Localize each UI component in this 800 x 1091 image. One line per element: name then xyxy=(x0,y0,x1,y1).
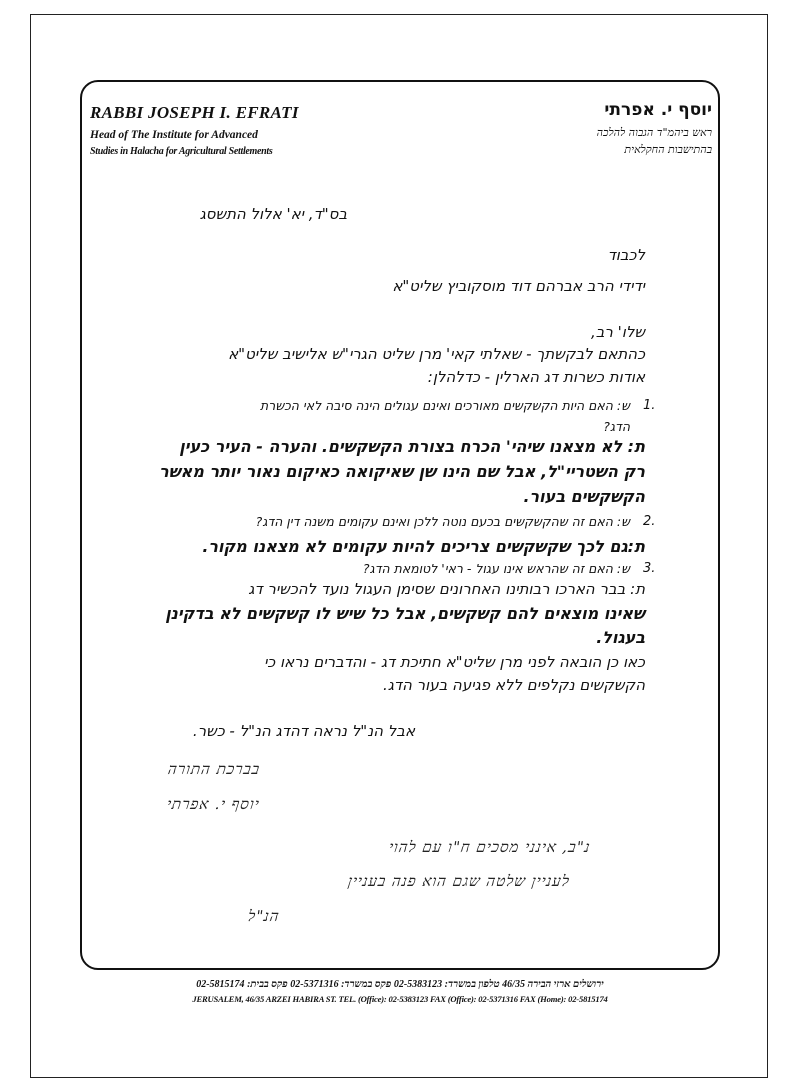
sender-title-en-2: Studies in Halacha for Agricultural Settlements xyxy=(90,146,273,157)
answer-1-line-1: ת: לא מצאנו שיהי' הכרח בצורת הקשקשים. והערה - העיר כעין xyxy=(179,437,645,456)
intro-line-2: אודות כשרות דג הארלין - כדלהלן: xyxy=(427,368,645,386)
conclusion-line: אבל הנ"ל נראה דהדג הנ"ל - כשר. xyxy=(192,722,415,740)
answer-3-line-2: שאינו מוצאים להם קשקשים, אבל כל שיש לו קשקשים לא בדקינן xyxy=(165,604,645,623)
signature-blessing: בברכת התורה xyxy=(166,760,262,778)
letter-date: בס"ד, יא' אלול התשסג xyxy=(199,205,347,223)
greeting: שלו' רב, xyxy=(590,323,645,341)
note-line-2: הקשקשים נקלפים ללא פגיעה בעור הדג. xyxy=(382,676,645,694)
recipient-salutation: לכבוד xyxy=(607,246,645,264)
answer-2-line: ת:גם לכך שקשקשים צריכים להיות עקומים לא מצאנו מקור. xyxy=(202,537,645,556)
sender-name-he: יוסף י. אפרתי xyxy=(604,100,712,120)
question-1-number: 1. xyxy=(643,398,656,413)
answer-1-line-2: רק השטריי"ל, אבל שם הינו שן שאיקואה כאיקום נאור יותר מאשר xyxy=(159,462,645,481)
signature-name: יוסף י. אפרתי xyxy=(166,795,262,813)
letterhead-english xyxy=(90,103,390,157)
answer-3-line-3: בעגול. xyxy=(596,628,645,647)
question-3-number: 3. xyxy=(643,561,656,576)
sender-name-en: RABBI JOSEPH I. EFRATI xyxy=(90,103,299,122)
sender-title-he-1: ראש ביהמ"ד הגבוה להלכה xyxy=(596,126,712,139)
footer-address-english: JERUSALEM, 46/35 ARZEI HABIRA ST. TEL. (Office): 02-5383123 FAX (Office): 02-5371316 FAX (Home): 02-5815174 xyxy=(192,994,608,1004)
recipient-name: ידידי הרב אברהם דוד מוסקוביץ שליט"א xyxy=(392,277,645,295)
postscript-initials: הנ"ל xyxy=(247,907,282,925)
sender-title-en-1: Head of The Institute for Advanced xyxy=(90,129,258,141)
note-line-1: כאו כן הובאה לפני מרן שליט"א חתיכת דג - והדברים נראו כי xyxy=(263,653,645,671)
question-1-line-1: ש: האם היות הקשקשים מאורכים ואינם עגולים הינה סיבה לאי הכשרת xyxy=(260,398,630,413)
answer-1-line-3: הקשקשים בעור. xyxy=(523,487,645,506)
footer-address-hebrew: ירושלים ארזי הבירה 46/35 טלפון במשרד: 02-5383123 פקס במשרד: 02-5371316 פקס בבית: 02-5815174 xyxy=(196,979,604,990)
postscript-line-2: לעניין שלטה שגם הוא פנה בעניין xyxy=(347,872,572,890)
letterhead-hebrew xyxy=(452,100,712,160)
question-2-line: ש: האם זה שהקשקשים בכעם נוטה ללכן ואינם עקומים משנה דין הדג? xyxy=(255,514,630,529)
question-3-line: ש: האם זה שהראש אינו עגול - ראי' לטומאת הדג? xyxy=(362,561,630,576)
question-2-number: 2. xyxy=(643,514,656,529)
sender-title-he-2: בהתישבות החקלאית xyxy=(624,143,712,156)
postscript-line-1: נ"ב, אינני מסכים ח"ו עם להוי xyxy=(387,838,592,856)
answer-3-line-1: ת: בבר הארכו רבותינו האחרונים שסימן העגול נועד להכשיר דג xyxy=(248,580,645,598)
question-1-line-2: הדג? xyxy=(603,419,630,434)
intro-line-1: כהתאם לבקשתך - שאלתי קאי' מרן שליט הגרי"ש אלישיב שליט"א xyxy=(228,345,645,363)
